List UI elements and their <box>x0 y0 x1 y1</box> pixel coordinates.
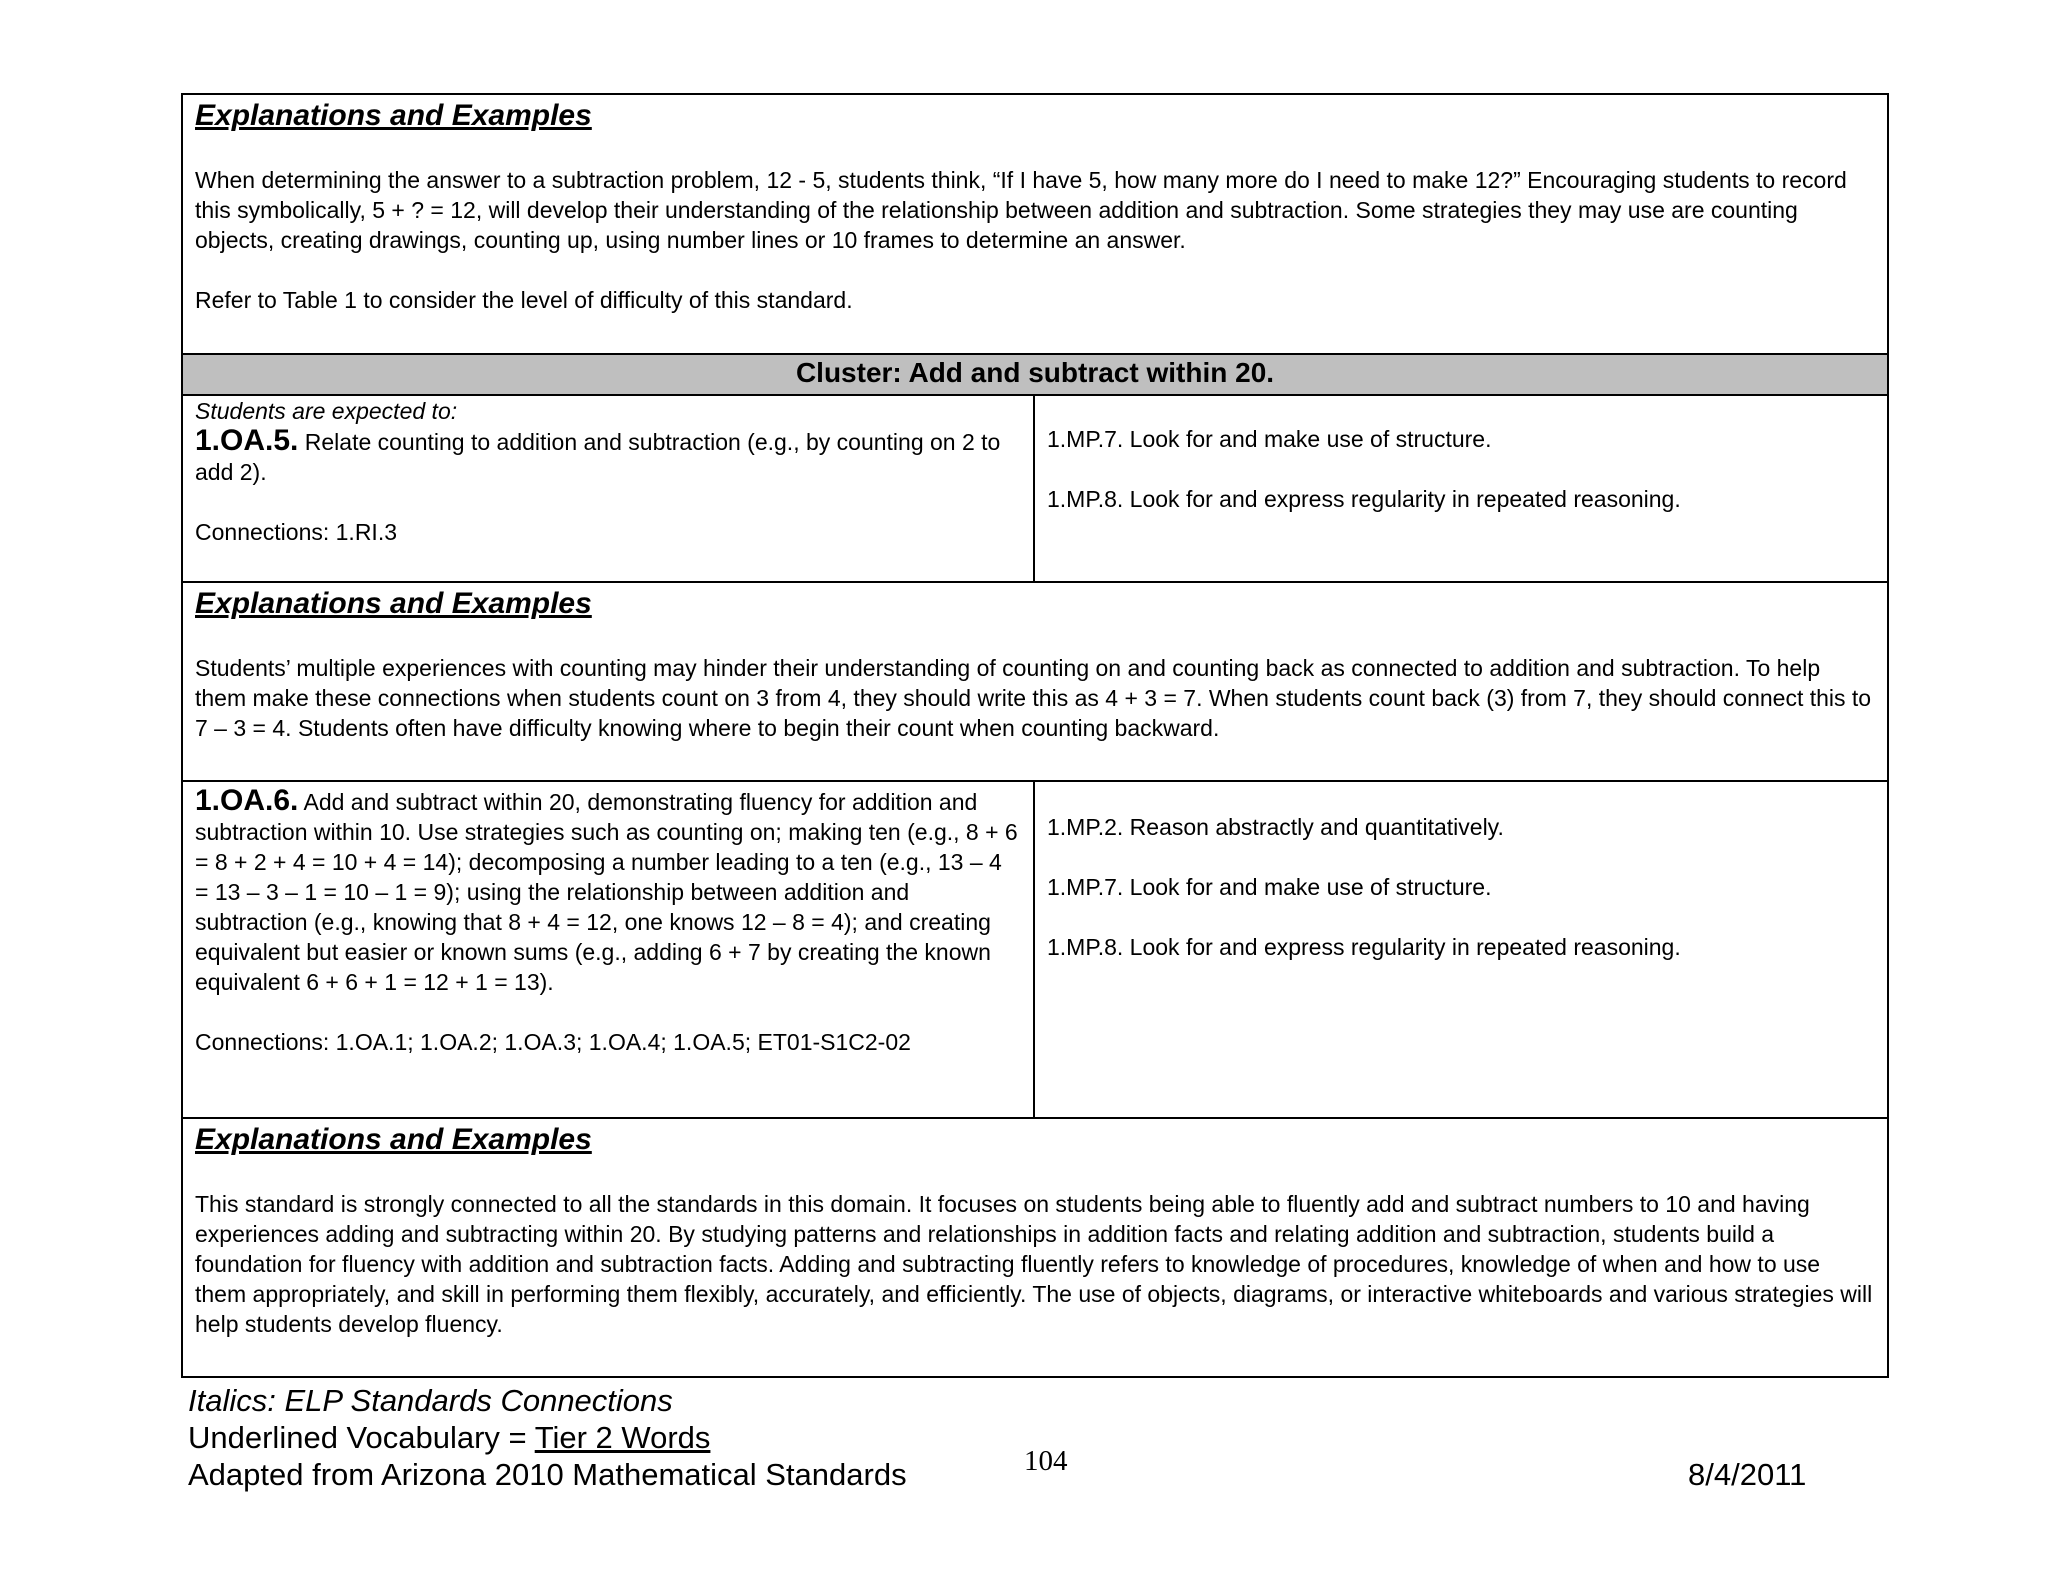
oa5-connections: Connections: 1.RI.3 <box>195 519 398 545</box>
oa6-connections: Connections: 1.OA.1; 1.OA.2; 1.OA.3; 1.OA.4; 1.OA.5; ET01-S1C2-02 <box>195 1029 911 1055</box>
oa6-description: Add and subtract within 20, demonstrating fluency for addition and subtraction within 10. Use strategies such as counting on; making ten (e.g., 8 + 6 = 8 + 2 + 4 = 10 + 4 = 14); decomposing a number leading to a ten (e.g., 13 – 4 = 13 – 3 – 1 = 10 – 1 = 9); using the relationship between addition and subtraction (e.g., knowing that 8 + 4 = 12, one knows 12 – 8 = 4); and creating equivalent but easier or known sums (e.g., adding 6 + 7 by creating the known equivalent 6 + 6 + 1 = 12 + 1 = 13). <box>195 789 1018 995</box>
ee-cell-2 <box>182 582 1888 781</box>
oa5-row <box>182 395 1888 582</box>
footer-legend <box>188 1382 907 1493</box>
oa6-code: 1.OA.6. <box>195 784 299 817</box>
ee2-paragraph-1: Students’ multiple experiences with counting may hinder their understanding of counting on and counting back as connected to addition and subtraction. To help them make these connections when students count on 3 from 4, they should write this as 4 + 3 = 7. When students count back (3) from 7, they should connect this to 7 – 3 = 4. Students often have difficulty knowing where to begin their count when counting backward. <box>195 655 1872 741</box>
oa6-standard-text <box>195 786 1021 997</box>
ee-row-2 <box>182 582 1888 781</box>
ee-heading-2: Explanations and Examples <box>195 587 592 620</box>
oa5-practice-1: 1.MP.7. Look for and make use of structure. <box>1047 426 1492 452</box>
ee-row-3 <box>182 1118 1888 1377</box>
ee3-paragraph-1: This standard is strongly connected to all the standards in this domain. It focuses on students being able to fluently add and subtract numbers to 10 and having experiences adding and subtracting within 20. By studying patterns and relationships in addition facts and relating addition and subtraction, students build a foundation for fluency with addition and subtraction facts. Adding and subtracting fluently refers to knowledge of procedures, knowledge of when and how to use them appropriately, and skill in performing them flexibly, accurately, and efficiently. The use of objects, diagrams, or interactive whiteboards and various strategies will help students develop fluency. <box>195 1191 1873 1337</box>
oa5-standard-text <box>195 426 1021 487</box>
expected-label: Students are expected to: <box>195 398 458 424</box>
cluster-row <box>182 354 1888 395</box>
ee-row-1 <box>182 94 1888 354</box>
footer-underlined-line <box>188 1419 907 1456</box>
oa5-standard-cell <box>182 395 1034 582</box>
oa5-description: Relate counting to addition and subtraction (e.g., by counting on 2 to add 2). <box>195 429 1001 485</box>
ee1-paragraph-2: Refer to Table 1 to consider the level of difficulty of this standard. <box>195 287 853 313</box>
ee-heading-1: Explanations and Examples <box>195 99 592 132</box>
oa5-practice-2: 1.MP.8. Look for and express regularity in repeated reasoning. <box>1047 486 1681 512</box>
oa6-practice-1: 1.MP.2. Reason abstractly and quantitatively. <box>1047 814 1504 840</box>
oa6-practices-cell <box>1034 781 1888 1118</box>
oa6-standard-cell <box>182 781 1034 1118</box>
oa5-code: 1.OA.5. <box>195 424 299 457</box>
footer-adapted-line: Adapted from Arizona 2010 Mathematical Standards <box>188 1457 907 1492</box>
cluster-title: Cluster: Add and subtract within 20. <box>182 354 1888 395</box>
footer-underlined-prefix: Underlined Vocabulary = <box>188 1420 535 1455</box>
oa6-row <box>182 781 1888 1118</box>
ee1-paragraph-1: When determining the answer to a subtraction problem, 12 - 5, students think, “If I have 5, how many more do I need to make 12?” Encouraging students to record this symbolically, 5 + ? = 12, will develop their understanding of the relationship between addition and subtraction. Some strategies they may use are counting objects, creating drawings, counting up, using number lines or 10 frames to determine an answer. <box>195 167 1847 253</box>
standards-table <box>181 93 1889 1378</box>
oa6-practice-2: 1.MP.7. Look for and make use of structure. <box>1047 874 1492 900</box>
page-number: 104 <box>1024 1445 1068 1477</box>
footer-italics-line: Italics: ELP Standards Connections <box>188 1383 673 1418</box>
footer-tier2-term: Tier 2 Words <box>534 1420 711 1455</box>
oa5-practices-cell <box>1034 395 1888 582</box>
oa6-practice-3: 1.MP.8. Look for and express regularity in repeated reasoning. <box>1047 934 1681 960</box>
ee-heading-3: Explanations and Examples <box>195 1123 592 1156</box>
ee-cell-3 <box>182 1118 1888 1377</box>
footer-date: 8/4/2011 <box>1688 1457 1807 1492</box>
ee-cell-1 <box>182 94 1888 354</box>
